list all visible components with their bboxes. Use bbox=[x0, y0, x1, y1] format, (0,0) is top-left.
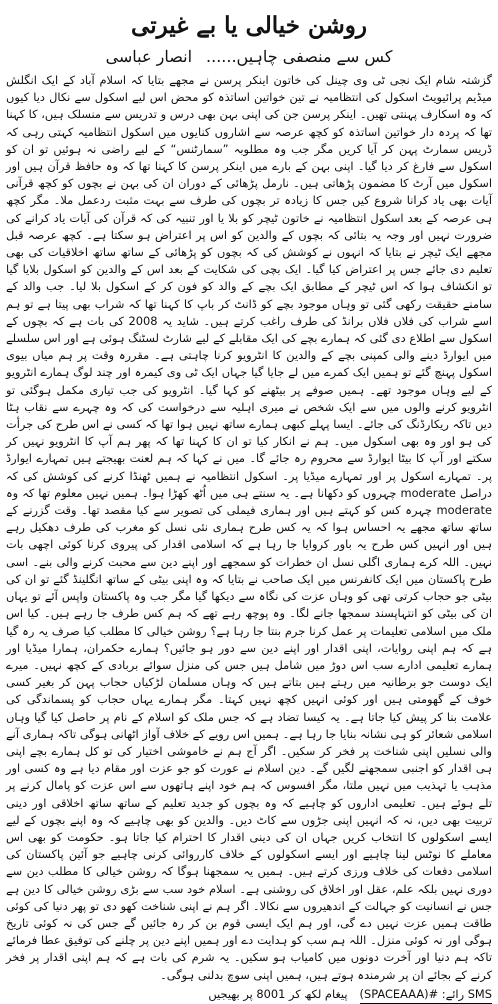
sms-label: SMS رائے: #(SPACEAAA) bbox=[360, 986, 492, 1004]
article-subtitle: کس سے منصفی چاہیں...... bbox=[206, 47, 393, 66]
sms-footer bbox=[6, 986, 492, 1004]
article-paragraph: گزشتہ شام ایک نجی ٹی وی چینل کی خاتون اینکر پرسن نے مجھے بتایا کہ اسلام آباد کے ایک انگلش میڈیم پرائیویٹ اسکول کی انتظامیہ نے تین خواتین اساتذہ کو محض اس لیے اسکول سے نکال دیا کیوں کہ وہ اسکارف پہنتی تھیں۔ اینکر پرسن جن کی اپنی بہن بھی درس و تدریس سے منسلک ہیں، کا کہنا تھا کہ پردہ دار خواتین اساتذہ کو کچھ عرصہ سے اشاروں کنایوں میں اسکول انتظامیہ کہتی رہی کہ ڈریس سمارٹ پہن کر آیا کریں مگر جب وہ مطلوبہ ”سمارٹنس“ کے لیے راضی نہ ہوئیں تو ان کو اسکول سے فارغ کر دیا گیا۔ اپنی بہن کے بارے میں اینکر پرسن کا کہنا تھا کہ وہ حافظ قرآن ہیں اور اسکول میں آرٹ کا مضمون پڑھاتی ہیں۔ نارمل پڑھائی کے دوران ان کی بہن نے بچوں کو کچھ قرآنی آیات بھی یاد کرانا شروع کیں جس کا زیادہ تر بچوں کی طرف سے بہت مثبت ردعمل ملا۔ مگر کچھ ہی عرصہ کے بعد اسکول انتظامیہ نے خاتون ٹیچر کو بلا یا اور تنبیہ کی کہ قرآن کی آیات یاد کرانے کی ضرورت نہیں اور وجہ یہ بتائی کہ بچوں کے والدین کو اس پر اعتراض ہو سکتا ہے۔ کچھ عرصہ قبل مجھے ایک ٹیچر نے بتایا کہ انہوں نے کوشش کی کہ بچوں کو پڑھائی کے ساتھ ساتھ اخلاقیات کی بھی تعلیم دی جائے جس پر اعتراض کیا گیا۔ ایک بچی کی شکایت کے بعد اس کے والدین کو اسکول بلایا گیا تو انکشاف ہوا کہ اس ٹیچر کے مطابق ایک بچے کے والد کو فون کر کے اسکول بلا لیا۔ جب والد کے سامنے حقیقت رکھی گئی تو وہاں موجود بچے کو ڈانٹ کر باپ کا کہنا تھا کہ شراب بھی پیتا ہے تو ہم اسے شراب کی فلاں فلاں برانڈ کی طرف راغب کرتے ہیں۔ شاید یہ 2008 کی بات ہے کہ بچوں کے اسکول سے اطلاع دی گئی کہ ہمارے بچے کی ایک مقابلے کے لیے شارٹ لسٹنگ ہوئی ہے اور اس سلسلے میں ایوارڈ دینے والی کمپنی بچے کے والدین کا انٹرویو کرنا چاہتی ہے۔ مقررہ وقت پر ہم میاں بیوی اسکول پہنچ گئے تو ہمیں ایک کمرے میں لے جایا گیا جہاں ایک ٹی وی کیمرہ اور چند لوگ ہمارے انٹرویو کے لیے وہاں موجود تھے۔ ہمیں صوفے پر بیٹھنے کو کہا گیا۔ انٹرویو کی جب تیاری مکمل ہوگئی تو انٹرویو کرنے والوں میں سے ایک شخص نے میری اہلیہ سے درخواست کی کہ وہ چہرے سے نقاب ہٹا دیں تاکہ ریکارڈنگ کی جائے۔ ایسا پہلے کبھی ہمارے ساتھ نہیں ہوا تھا کہ کسی نے اس طرح کی جرأت کی ہو اور وہ بھی اسکول میں۔ ہم نے انکار کیا تو ان کا کہنا تھا کہ پھر ہم آپ کا انٹرویو نہیں کر سکتے اور آپ کا بیٹا ایوارڈ سے محروم رہ جائے گا۔ میں نے کہا کہ ہم لعنت بھیجتے ہیں تمہارے ایوارڈ پر۔ تمہارے اسکول پر اور تمہارے میڈیا پر۔ اسکول انتظامیہ نے ہمیں ٹھنڈا کرنے کی کوشش کی کہ دراصل moderate چہروں کو دکھانا ہے۔ یہ سنتے ہی میں اُٹھ کھڑا ہوا۔ ہمیں نہیں معلوم تھا کہ وہ moderate چہرہ کس کو کہتے ہیں اور ہماری فیملی کی تصویر سے کیا مقصد تھا۔ وقت گزرنے کے ساتھ ساتھ مجھے یہ احساس ہوا کہ یہ کس طرح ہماری نئی نسل کو مغرب کی طرف دھکیل رہے ہیں اور انہیں کس طرح یہ باور کروایا جا رہا ہے کہ اسلامی اقدار کی پیروی کرنا کوئی اچھی بات نہیں۔ اللہ کرے ہماری اگلی نسل ان خطرات کو سمجھے اور اپنے دین سے محبت کرنے والی بنے۔ اسی طرح پاکستان میں ایک کانفرنس میں ایک صاحب نے بتایا کہ وہ اپنی بیٹی کے ساتھ انگلینڈ گئے تو ان کی بیٹی جو حجاب کرتی تھی کو وہاں عزت کی نگاہ سے دیکھا گیا مگر جب وہ پاکستان واپس آئے تو یہاں ان کی بیٹی کو انتہاپسند سمجھا جانے لگا۔ وہ پوچھ رہے تھے کہ ہم کس طرف جا رہے ہیں۔ کیا اس ملک میں اسلامی تعلیمات پر عمل کرنا جرم بنتا جا رہا ہے؟ روشن خیالی کا مطلب کیا صرف یہ رہ گیا ہے کہ ہم اپنی روایات، اپنی اقدار اور اپنے دین سے دور ہو جائیں؟ ہمارے حکمران، ہمارا میڈیا اور ہمارے تعلیمی ادارے سب اس دوڑ میں شامل ہیں جس کی منزل سوائے بربادی کے کچھ نہیں۔ میرے ایک دوست جو برطانیہ میں رہتے ہیں بتاتے ہیں کہ وہاں مسلمان لڑکیاں حجاب پہن کر بغیر کسی خوف کے گھومتی ہیں اور کوئی انہیں کچھ نہیں کہتا۔ مگر ہمارے یہاں حجاب کو پسماندگی کی علامت بنا کر پیش کیا جاتا ہے۔ یہ کیسا تضاد ہے کہ جس ملک کو اسلام کے نام پر حاصل کیا گیا وہاں اسلامی شعائر کو ہی نشانہ بنایا جا رہا ہے۔ ہمیں اس رویے کے خلاف آواز اٹھانی ہوگی تاکہ ہماری آنے والی نسلیں اپنی شناخت پر فخر کر سکیں۔ اگر آج ہم نے خاموشی اختیار کی تو کل ہمارے بچے اپنی ہی اقدار کو اجنبی سمجھنے لگیں گے۔ دین اسلام نے عورت کو جو عزت اور مقام دیا ہے وہ کسی اور مذہب یا تہذیب میں نہیں ملتا، مگر افسوس کہ ہم خود اپنے ہاتھوں سے اس عزت کو پامال کرنے پر تلے ہوئے ہیں۔ تعلیمی اداروں کو چاہیے کہ وہ بچوں کو جدید تعلیم کے ساتھ ساتھ اخلاقی اور دینی تربیت بھی دیں، نہ کہ انہیں اپنی جڑوں سے کاٹ دیں۔ والدین کو بھی چاہیے کہ وہ اپنے بچوں کے لیے ایسے اسکولوں کا انتخاب کریں جہاں ان کی دینی اقدار کا احترام کیا جاتا ہو۔ حکومت کو بھی اس معاملے کا نوٹس لینا چاہیے اور ایسے اسکولوں کے خلاف کارروائی کرنی چاہیے جو آئین پاکستان کی اسلامی دفعات کی خلاف ورزی کرتے ہیں۔ ہمیں یہ سمجھنا ہوگا کہ روشن خیالی کا مطلب دین سے دوری نہیں بلکہ علم، عقل اور اخلاق کی روشنی ہے۔ اسلام خود سب سے بڑی روشن خیالی کا دین ہے جس نے انسانیت کو جہالت کے اندھیروں سے نکالا۔ اگر ہم نے اپنی شناخت کھو دی تو پھر دنیا کی کوئی طاقت ہمیں عزت نہیں دے گی، اور ہم ایک ایسی قوم بن کر رہ جائیں گے جس کی نہ کوئی تاریخ ہوگی اور نہ کوئی منزل۔ اللہ ہم سب کو ہدایت دے اور ہمیں اپنے دین پر چلنے کی توفیق عطا فرمائے تاکہ ہم دنیا اور آخرت دونوں میں کامیاب ہو سکیں۔ یہ شرم کی بات ہے کہ ہم اپنی اقدار پر فخر کرنے کے بجائے ان پر شرمندہ ہوتے ہیں، ہمیں اپنی سوچ بدلنی ہوگی۔ bbox=[6, 73, 492, 982]
author-name: انصار عباسی bbox=[105, 47, 193, 66]
byline bbox=[6, 47, 492, 66]
sms-instruction: پیغام لکھ کر 8001 پر بھیجیں bbox=[208, 986, 348, 1001]
article-body bbox=[6, 72, 492, 984]
article-title: روشن خیالی یا بے غیرتی bbox=[131, 12, 367, 39]
